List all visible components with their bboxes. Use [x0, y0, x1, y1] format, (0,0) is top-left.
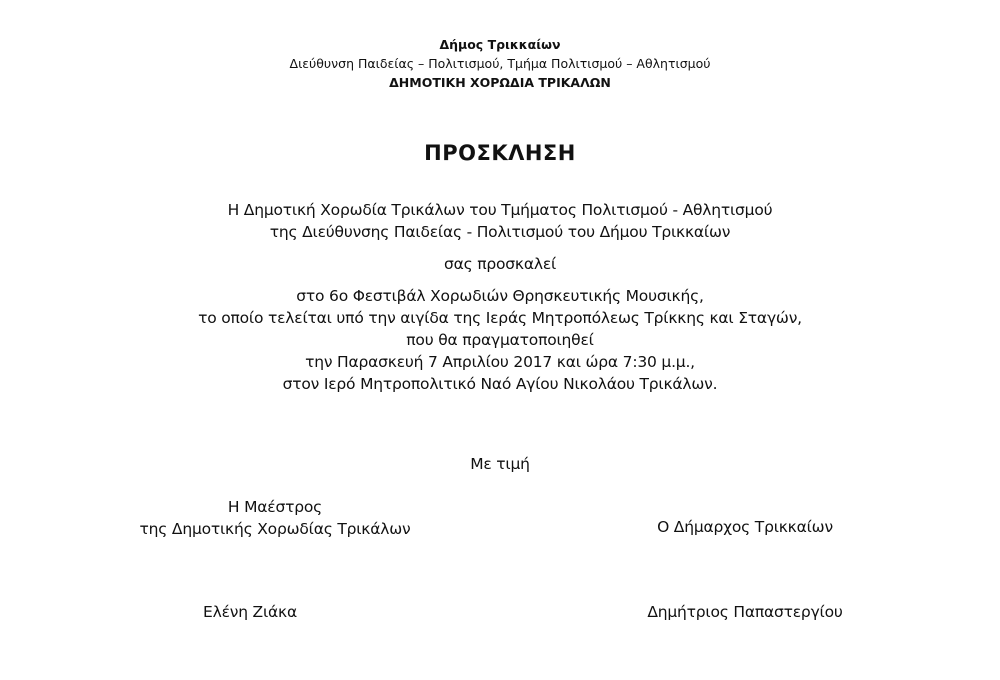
right-signature-role: Ο Δήμαρχος Τρικκαίων	[657, 518, 833, 536]
closing-salutation: Με τιμή	[470, 455, 530, 473]
left-signature-role-line2: της Δημοτικής Χορωδίας Τρικάλων	[139, 520, 411, 538]
department-heading: Διεύθυνση Παιδείας – Πολιτισμού, Τμήμα Πολιτισμού – Αθλητισμού	[289, 56, 711, 71]
document-title: ΠΡΟΣΚΛΗΣΗ	[424, 141, 576, 165]
left-signature-role-line1: Η Μαέστρος	[227, 498, 323, 516]
right-signature-name: Δημήτριος Παπαστεργίου	[647, 603, 843, 621]
intro-line: Η Δημοτική Χορωδία Τρικάλων του Τμήματος Πολιτισμού - Αθλητισμού	[227, 201, 773, 219]
detail-line: στο 6ο Φεστιβάλ Χορωδιών Θρησκευτικής Μουσικής,	[296, 287, 704, 305]
detail-line: που θα πραγματοποιηθεί	[406, 331, 594, 349]
detail-line: στον Ιερό Μητροπολιτικό Ναό Αγίου Νικολάου Τρικάλων.	[282, 375, 718, 393]
choir-heading: ΔΗΜΟΤΙΚΗ ΧΟΡΩΔΙΑ ΤΡΙΚΑΛΩΝ	[389, 75, 611, 90]
invites-line: σας προσκαλεί	[443, 255, 557, 273]
intro-line: της Διεύθυνσης Παιδείας - Πολιτισμού του Δήμου Τρικκαίων	[269, 223, 731, 241]
detail-line: την Παρασκευή 7 Απριλίου 2017 και ώρα 7:30 μ.μ.,	[305, 353, 695, 371]
municipality-heading: Δήμος Τρικκαίων	[439, 37, 561, 52]
detail-line: το οποίο τελείται υπό την αιγίδα της Ιεράς Μητροπόλεως Τρίκκης και Σταγών,	[198, 309, 802, 327]
left-signature-name: Ελένη Ζιάκα	[203, 603, 297, 621]
